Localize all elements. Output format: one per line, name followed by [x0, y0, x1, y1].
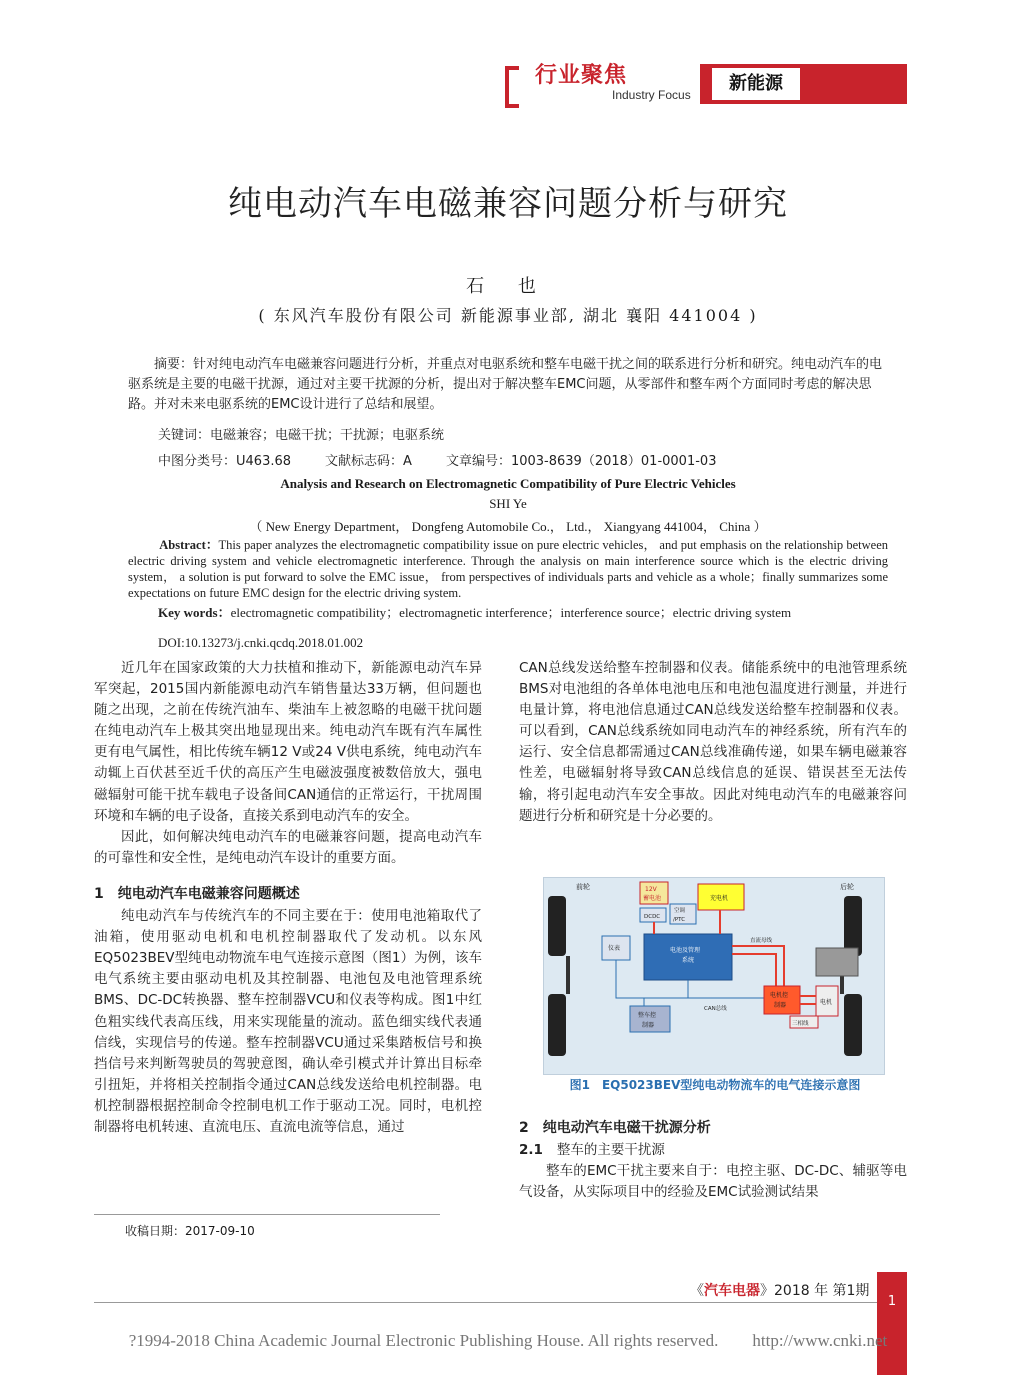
subsection-number: 2.1 — [519, 1142, 543, 1159]
doi: DOI:10.13273/j.cnki.qcdq.2018.01.002 — [158, 635, 364, 650]
motor-label: 电机 — [820, 999, 833, 1006]
abstract-cn-label: 摘要： — [154, 357, 194, 372]
english-author: SHI Ye — [489, 496, 527, 511]
body-right-column-bottom — [519, 1118, 907, 1203]
clc-label: 中图分类号： — [158, 454, 237, 469]
journal-name: 汽车电器 — [704, 1283, 760, 1299]
rear-right-wheel — [844, 994, 862, 1056]
author: 石 也 — [466, 276, 550, 297]
copyright-line: ?1994-2018 China Academic Journal Electronic Publishing House. All rights reserved. http://www.cnki.net — [128, 1331, 888, 1350]
vcu-label-1: 整车控 — [638, 1012, 657, 1019]
section-heading-2: 2 纯电动汽车电磁干扰源分析 — [519, 1120, 711, 1136]
front-axle — [566, 956, 570, 994]
rear-left-wheel — [844, 896, 862, 956]
english-affiliation: （ New Energy Department， Dongfeng Automobile Co.， Ltd.， Xiangyang 441004， China ） — [249, 519, 767, 534]
keywords-cn — [158, 426, 888, 446]
rear-wheel-label: 后轮 — [840, 883, 854, 891]
ptc-label: /PTC — [673, 917, 686, 923]
footnote-rule — [94, 1214, 440, 1215]
journal-bracket-close: 》 — [760, 1283, 774, 1299]
header-section-label: 新能源 — [712, 68, 800, 100]
body-right-column-top — [519, 658, 907, 827]
subsection-2-1 — [519, 1140, 907, 1161]
figure-caption: 图1 EQ5023BEV型纯电动物流车的电气连接示意图 — [569, 1078, 861, 1092]
battery-12v-label: 12V — [645, 886, 657, 893]
body-left-column — [94, 658, 482, 1138]
article-number-value: 1003-8639（2018）01-0001-03 — [510, 454, 717, 469]
front-wheel-label: 前轮 — [576, 883, 590, 891]
mcu-label-1: 电机控 — [770, 992, 789, 999]
hv-bus-line-2 — [732, 954, 776, 986]
keywords-cn-text: 电磁兼容；电磁干扰；干扰源；电驱系统 — [210, 428, 445, 443]
figure-1-diagram — [544, 878, 884, 1074]
footer-rule — [94, 1302, 884, 1303]
received-date: 收稿日期：2017-09-10 — [125, 1224, 255, 1238]
front-left-wheel — [548, 896, 566, 956]
instrument-label: 仪表 — [608, 945, 621, 952]
journal-bracket-open: 《 — [690, 1283, 704, 1299]
classification-line — [158, 452, 888, 472]
header-column-english: Industry Focus — [612, 88, 691, 102]
paragraph: CAN总线发送给整车控制器和仪表。储能系统中的电池管理系统BMS对电池组的各单体电池电压和电池包温度进行测量，并进行电量计算，将电池信息通过CAN总线发送给整车控制器和仪表。可以看到，CAN总线系统如同电动汽车的神经系统，所有汽车的运行、安全信息都需通过CAN总线准确传递，如果车辆电磁兼容性差，电磁辐射将导致CAN总线信息的延误、错误甚至无法传输，将引起电动汽车安全事故。因此对纯电动汽车的电磁兼容问题进行分析和研究是十分必要的。 — [519, 660, 907, 824]
article-title: 纯电动汽车电磁兼容问题分析与研究 — [228, 184, 788, 224]
header-bracket — [505, 66, 519, 108]
dcdc-label: DCDC — [644, 914, 661, 920]
doc-code-value: A — [403, 454, 412, 469]
paragraph: 近几年在国家政策的大力扶植和推动下，新能源电动汽车异军突起，2015国内新能源电动汽车销售量达33万辆，但问题也随之出现，之前在传统汽油车、柴油车上被忽略的电磁干扰问题在纯电动汽车上极其突出地显现出来。纯电动汽车既有汽车属性更有电气属性，相比传统车辆12 V或24 V供电系统，纯电动汽车动辄上百伏甚至近千伏的高压产生电磁波强度被数倍放大，强电磁辐射可能干扰车载电子设备间CAN通信的正常运行，干扰周围环境和车辆的电子设备，直接关系到电动汽车的安全。 — [94, 660, 482, 824]
page-number: 1 — [887, 1294, 897, 1309]
keywords-cn-label: 关键词： — [158, 428, 211, 443]
article-number-label: 文章编号： — [445, 454, 511, 469]
doc-code-label: 文献标志码： — [325, 454, 404, 469]
paragraph: 整车的EMC干扰主要来自于：电控主驱、DC-DC、辅驱等电气设备，从实际项目中的经验及EMC试验测试结果 — [519, 1163, 907, 1201]
charger-label: 充电机 — [710, 895, 729, 902]
affiliation: ( 东风汽车股份有限公司 新能源事业部, 湖北 襄阳 441004 ) — [258, 306, 758, 325]
vcu-label-2: 制器 — [642, 1022, 655, 1029]
english-keywords-label: Key words： — [158, 605, 231, 620]
english-abstract-text: This paper analyzes the electromagnetic compatibility issue on pure electric vehicles， and put emphasis on the relationship between electric driving system and vehicle electromagnetic interference. Through the analysis on main interference source which is the electric driving system， a solution is put forward to solve the EMC issue， from perspectives of individuals parts and vehicle as a whole；finally summarizes some expectations on future EMC design for the electric driving system. — [128, 538, 888, 600]
header-column-title: 行业聚焦 — [535, 63, 628, 88]
english-title: Analysis and Research on Electromagnetic Compatibility of Pure Electric Vehicles — [280, 476, 736, 491]
hv-line-label: 直流母线 — [750, 938, 773, 944]
mcu-label-2: 制器 — [774, 1002, 787, 1009]
bms-label-1: 电池及管理 — [670, 947, 701, 954]
reducer — [816, 948, 858, 976]
abstract-cn — [128, 355, 888, 415]
english-abstract — [128, 537, 888, 601]
subsection-title: 整车的主要干扰源 — [556, 1142, 665, 1159]
english-abstract-label: Abstract： — [159, 538, 219, 552]
battery-low-label: 蓄电池 — [643, 895, 662, 902]
paragraph: 纯电动汽车与传统汽车的不同主要在于：使用电池箱取代了油箱，使用驱动电机和电机控制器取代了发动机。以东风EQ5023BEV型纯电动物流车电气连接示意图（图1）为例，该车电气系统主要由驱动电机及其控制器、电池包及电池管理系统BMS、DC-DC转换器、整车控制器VCU和仪表等构成。图1中红色粗实线代表高压线，用来实现能量的流动。蓝色细实线代表通信线，实现信号的传递。整车控制器VCU通过采集踏板信号和换挡信号来判断驾驶员的驾驶意图，确认牵引模式并计算出目标牵引扭矩，并将相关控制指令通过CAN总线发送给电机控制器。电机控制器根据控制命令控制电机工作于驱动工况。同时，电机控制器将电机转速、直流电压、直流电流等信息，通过 — [94, 908, 482, 1135]
journal-info — [690, 1280, 869, 1300]
figure-1 — [543, 877, 885, 1075]
can-line-label: CAN总线 — [704, 1006, 727, 1012]
abstract-cn-text: 针对纯电动汽车电磁兼容问题进行分析，并重点对电驱系统和整车电磁干扰之间的联系进行分析和研究。纯电动汽车的电驱系统是主要的电磁干扰源，通过对主要干扰源的分析，提出对于解决整车EMC问题，从零部件和整车两个方面同时考虑的解决思路。并对未来电驱系统的EMC设计进行了总结和展望。 — [128, 357, 883, 412]
bms-label-2: 系统 — [682, 957, 695, 964]
journal-issue: 2018 年 第1期 — [774, 1283, 870, 1299]
three-phase-label: 三相线 — [792, 1021, 809, 1027]
english-keywords-text: electromagnetic compatibility；electromagnetic interference；interference source；electric driving system — [230, 605, 792, 620]
clc-value: U463.68 — [236, 454, 292, 469]
section-heading-1: 1 纯电动汽车电磁兼容问题概述 — [94, 885, 300, 902]
front-right-wheel — [548, 994, 566, 1056]
paragraph: 因此，如何解决纯电动汽车的电磁兼容问题，提高电动汽车的可靠性和安全性，是纯电动汽车设计的重要方面。 — [94, 828, 482, 866]
page-number-bar — [877, 1272, 907, 1375]
english-keywords — [158, 605, 888, 621]
mcu-box — [764, 986, 800, 1014]
ac-label: 空调 — [674, 908, 686, 914]
